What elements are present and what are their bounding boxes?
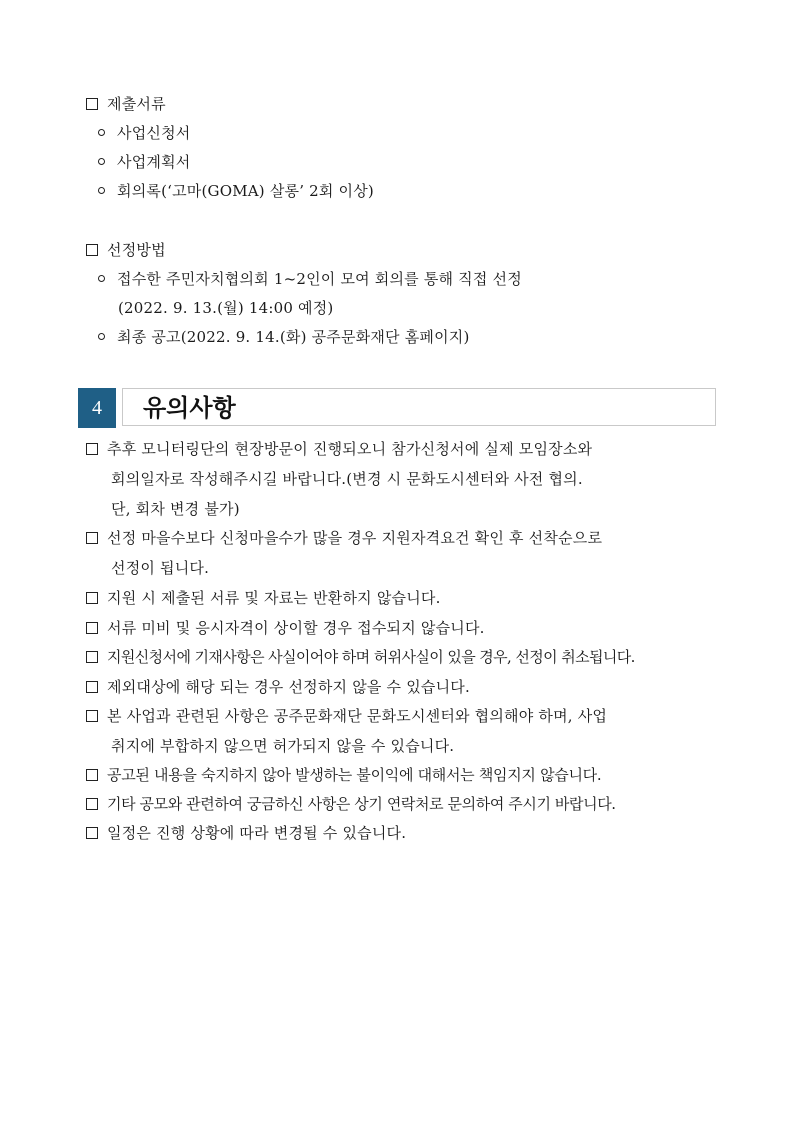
note-item [86, 765, 601, 785]
circle-bullet-icon [98, 129, 105, 136]
submission-item [98, 123, 190, 143]
note-continuation: 회의일자로 작성해주시길 바랍니다.(변경 시 문화도시센터와 사전 협의. [111, 470, 583, 488]
submission-item-text: 사업계획서 [117, 153, 191, 171]
note-text: 지원 시 제출된 서류 및 자료는 반환하지 않습니다. [107, 589, 441, 607]
circle-bullet-icon [98, 187, 105, 194]
submission-heading [86, 94, 166, 114]
circle-bullet-icon [98, 158, 105, 165]
submission-item-text: 사업신청서 [117, 124, 191, 142]
note-text: 추후 모니터링단의 현장방문이 진행되오니 참가신청서에 실제 모임장소와 [107, 440, 593, 458]
note-item [86, 439, 592, 459]
selection-heading [86, 240, 166, 260]
note-continuation: 단, 회차 변경 불가) [111, 500, 240, 518]
submission-item-text: 회의록(‘고마(GOMA) 살롱’ 2회 이상) [117, 182, 374, 200]
note-text: 지원신청서에 기재사항은 사실이어야 하며 허위사실이 있을 경우, 선정이 취소됩니다. [107, 648, 635, 666]
checkbox-square-icon [86, 798, 98, 810]
circle-bullet-icon [98, 333, 105, 340]
note-item [86, 647, 635, 667]
submission-item [98, 181, 374, 201]
checkbox-square-icon [86, 244, 98, 256]
section-title-box [122, 388, 716, 426]
circle-bullet-icon [98, 275, 105, 282]
note-item [86, 618, 485, 638]
checkbox-square-icon [86, 710, 98, 722]
checkbox-square-icon [86, 651, 98, 663]
section-number: 4 [78, 388, 116, 428]
note-continuation: 취지에 부합하지 않으면 허가되지 않을 수 있습니다. [111, 737, 455, 755]
note-text: 선정 마을수보다 신청마을수가 많을 경우 지원자격요건 확인 후 선착순으로 [107, 529, 603, 547]
checkbox-square-icon [86, 769, 98, 781]
submission-item [98, 152, 190, 172]
note-text: 일정은 진행 상황에 따라 변경될 수 있습니다. [107, 824, 407, 842]
note-text: 기타 공모와 관련하여 궁금하신 사항은 상기 연락처로 문의하여 주시기 바랍니다. [107, 795, 616, 813]
selection-heading-text: 선정방법 [107, 241, 166, 259]
note-item [86, 528, 602, 548]
selection-item-continuation: (2022. 9. 13.(월) 14:00 예정) [118, 299, 334, 317]
note-text: 서류 미비 및 응시자격이 상이할 경우 접수되지 않습니다. [107, 619, 485, 637]
checkbox-square-icon [86, 532, 98, 544]
checkbox-square-icon [86, 443, 98, 455]
note-item [86, 823, 406, 843]
note-item [86, 706, 607, 726]
note-item [86, 588, 441, 608]
submission-heading-text: 제출서류 [107, 95, 166, 113]
checkbox-square-icon [86, 622, 98, 634]
selection-item [98, 269, 522, 289]
checkbox-square-icon [86, 681, 98, 693]
section-title: 유의사항 [143, 394, 236, 422]
section-header [78, 388, 716, 428]
note-text: 제외대상에 해당 되는 경우 선정하지 않을 수 있습니다. [107, 678, 470, 696]
checkbox-square-icon [86, 98, 98, 110]
checkbox-square-icon [86, 827, 98, 839]
checkbox-square-icon [86, 592, 98, 604]
selection-item [98, 327, 470, 347]
selection-item-text: 최종 공고(2022. 9. 14.(화) 공주문화재단 홈페이지) [117, 328, 470, 346]
note-text: 본 사업과 관련된 사항은 공주문화재단 문화도시센터와 협의해야 하며, 사업 [107, 707, 608, 725]
note-continuation: 선정이 됩니다. [111, 559, 210, 577]
note-item [86, 794, 616, 814]
note-text: 공고된 내용을 숙지하지 않아 발생하는 불이익에 대해서는 책임지지 않습니다. [107, 766, 602, 784]
note-item [86, 677, 470, 697]
selection-item-text: 접수한 주민자치협의회 1~2인이 모여 회의를 통해 직접 선정 [117, 270, 522, 288]
